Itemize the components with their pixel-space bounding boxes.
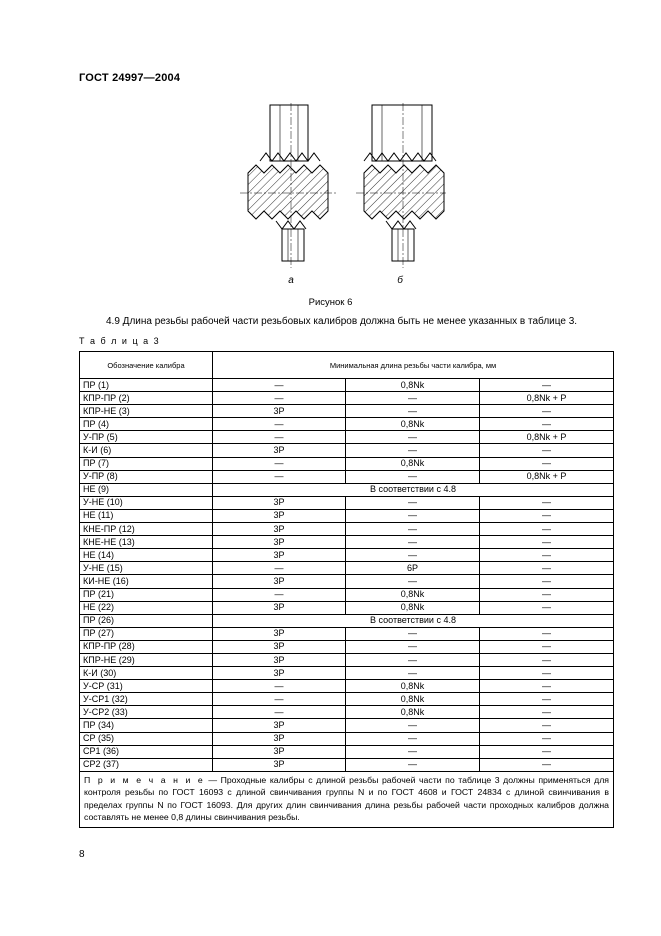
length-value: — bbox=[213, 431, 346, 444]
length-value: — bbox=[346, 444, 480, 457]
gauge-designation: ПР (7) bbox=[80, 457, 213, 470]
gauge-designation: К-И (6) bbox=[80, 444, 213, 457]
table-row bbox=[80, 483, 614, 496]
gauge-designation: У-НЕ (10) bbox=[80, 496, 213, 509]
length-value: 3P bbox=[213, 758, 346, 771]
table-row bbox=[80, 693, 614, 706]
length-value: 0,8Nk bbox=[346, 588, 480, 601]
length-value: — bbox=[346, 496, 480, 509]
length-value: — bbox=[480, 706, 614, 719]
length-value: 0,8Nk + P bbox=[480, 470, 614, 483]
gauge-designation: КНЕ-ПР (12) bbox=[80, 523, 213, 536]
length-value: — bbox=[480, 496, 614, 509]
table-label: Т а б л и ц а 3 bbox=[79, 336, 161, 346]
gauge-designation: СР (35) bbox=[80, 732, 213, 745]
gauge-designation: ПР (1) bbox=[80, 379, 213, 392]
table-row bbox=[80, 392, 614, 405]
length-value: — bbox=[213, 588, 346, 601]
length-value: — bbox=[346, 653, 480, 666]
table-row bbox=[80, 470, 614, 483]
col-header-gauge: Обозначение калибра bbox=[80, 352, 213, 379]
table-row bbox=[80, 680, 614, 693]
length-value: — bbox=[346, 640, 480, 653]
gauge-designation: НЕ (11) bbox=[80, 509, 213, 522]
length-value: — bbox=[346, 536, 480, 549]
length-value: — bbox=[213, 379, 346, 392]
length-value: 3P bbox=[213, 667, 346, 680]
gauge-designation: КНЕ-НЕ (13) bbox=[80, 536, 213, 549]
gauge-designation: НЕ (14) bbox=[80, 549, 213, 562]
gauge-designation: ПР (26) bbox=[80, 614, 213, 627]
length-value: — bbox=[346, 719, 480, 732]
length-value: 3P bbox=[213, 405, 346, 418]
length-value: 3P bbox=[213, 653, 346, 666]
table-row bbox=[80, 653, 614, 666]
table-row bbox=[80, 588, 614, 601]
length-value: — bbox=[346, 575, 480, 588]
gauge-designation: У-СР2 (33) bbox=[80, 706, 213, 719]
gauge-designation: КПР-ПР (2) bbox=[80, 392, 213, 405]
length-value-span: В соответствии с 4.8 bbox=[213, 483, 614, 496]
length-value: — bbox=[213, 470, 346, 483]
length-value: 3P bbox=[213, 640, 346, 653]
length-value: — bbox=[480, 509, 614, 522]
length-value: — bbox=[480, 457, 614, 470]
length-value: — bbox=[480, 667, 614, 680]
length-value: — bbox=[480, 719, 614, 732]
length-value: 0,8Nk bbox=[346, 693, 480, 706]
length-value: 3P bbox=[213, 523, 346, 536]
gauge-designation: ПР (34) bbox=[80, 719, 213, 732]
length-value: — bbox=[346, 627, 480, 640]
length-value: 3P bbox=[213, 549, 346, 562]
table-row bbox=[80, 601, 614, 614]
gauge-designation: СР2 (37) bbox=[80, 758, 213, 771]
length-value: 3P bbox=[213, 719, 346, 732]
table-row bbox=[80, 719, 614, 732]
length-value: — bbox=[480, 640, 614, 653]
length-value: — bbox=[480, 418, 614, 431]
length-value: — bbox=[480, 549, 614, 562]
length-value: — bbox=[346, 509, 480, 522]
table-row bbox=[80, 418, 614, 431]
length-value: 3P bbox=[213, 496, 346, 509]
gauge-designation: У-СР1 (32) bbox=[80, 693, 213, 706]
length-value: — bbox=[480, 379, 614, 392]
figure-a-drawing bbox=[240, 103, 336, 268]
length-value: 0,8Nk + P bbox=[480, 392, 614, 405]
paragraph-4-9: 4.9 Длина резьбы рабочей части резьбовых калибров должна быть не менее указанных в таблице 3. bbox=[106, 316, 578, 327]
gauge-designation: У-СР (31) bbox=[80, 680, 213, 693]
length-value: — bbox=[480, 653, 614, 666]
length-value: — bbox=[480, 745, 614, 758]
length-value: — bbox=[213, 693, 346, 706]
table-row bbox=[80, 614, 614, 627]
table-row bbox=[80, 523, 614, 536]
col-header-min-length: Минимальная длина резьбы части калибра, мм bbox=[213, 352, 614, 379]
note-text: — Проходные калибры с длиной резьбы рабочей части по таблице 3 должны применяться для контроля резьбы по ГОСТ 16093 с длиной свинчивания группы N и по ГОСТ 4608 и ГОСТ 24834 с длиной свинчивания в пределах группы N по ГОСТ 16093. Для других длин свинчивания длина резьбы рабочей части проходных калибров должна составлять не менее 0,8 длины свинчивания резьбы. bbox=[84, 774, 610, 823]
length-value: — bbox=[213, 392, 346, 405]
length-value: — bbox=[480, 627, 614, 640]
table-row bbox=[80, 496, 614, 509]
length-value: — bbox=[480, 680, 614, 693]
gauge-designation: НЕ (22) bbox=[80, 601, 213, 614]
length-value: 3P bbox=[213, 627, 346, 640]
length-value: — bbox=[346, 470, 480, 483]
table-row bbox=[80, 444, 614, 457]
length-value: 3P bbox=[213, 732, 346, 745]
length-value: — bbox=[213, 562, 346, 575]
length-value: — bbox=[346, 392, 480, 405]
length-value: — bbox=[346, 405, 480, 418]
gauge-designation: ПР (27) bbox=[80, 627, 213, 640]
table-row bbox=[80, 732, 614, 745]
document-header: ГОСТ 24997—2004 bbox=[79, 72, 181, 84]
length-value: — bbox=[480, 536, 614, 549]
length-value: 3P bbox=[213, 444, 346, 457]
table-row bbox=[80, 562, 614, 575]
thread-gauge-figure bbox=[236, 103, 446, 293]
gauge-designation: КПР-ПР (28) bbox=[80, 640, 213, 653]
table-row bbox=[80, 758, 614, 771]
gauge-length-table bbox=[79, 351, 614, 828]
length-value: — bbox=[346, 732, 480, 745]
length-value: 3P bbox=[213, 509, 346, 522]
length-value: — bbox=[346, 667, 480, 680]
length-value: 0,8Nk bbox=[346, 706, 480, 719]
length-value: 0,8Nk + P bbox=[480, 431, 614, 444]
length-value: 0,8Nk bbox=[346, 418, 480, 431]
gauge-designation: У-ПР (5) bbox=[80, 431, 213, 444]
table-row bbox=[80, 457, 614, 470]
length-value: — bbox=[480, 444, 614, 457]
gauge-designation: КИ-НЕ (16) bbox=[80, 575, 213, 588]
length-value: — bbox=[480, 588, 614, 601]
length-value: 0,8Nk bbox=[346, 601, 480, 614]
length-value: — bbox=[480, 405, 614, 418]
figure-b-label: б bbox=[397, 275, 403, 286]
length-value: — bbox=[480, 601, 614, 614]
length-value: — bbox=[346, 549, 480, 562]
length-value: 3P bbox=[213, 745, 346, 758]
table-row bbox=[80, 379, 614, 392]
gauge-designation: У-НЕ (15) bbox=[80, 562, 213, 575]
page-number: 8 bbox=[79, 849, 85, 860]
gauge-designation: ПР (21) bbox=[80, 588, 213, 601]
gauge-designation: НЕ (9) bbox=[80, 483, 213, 496]
table-row bbox=[80, 575, 614, 588]
length-value: 0,8Nk bbox=[346, 680, 480, 693]
table-row bbox=[80, 549, 614, 562]
length-value: 0,8Nk bbox=[346, 457, 480, 470]
length-value: 3Р bbox=[213, 601, 346, 614]
gauge-designation: ПР (4) bbox=[80, 418, 213, 431]
length-value: — bbox=[480, 693, 614, 706]
length-value: — bbox=[213, 457, 346, 470]
table-row bbox=[80, 536, 614, 549]
table-row bbox=[80, 431, 614, 444]
figure-a-label: а bbox=[288, 275, 294, 286]
table-row bbox=[80, 405, 614, 418]
gauge-designation: У-ПР (8) bbox=[80, 470, 213, 483]
note-label: П р и м е ч а н и е bbox=[84, 774, 205, 785]
gauge-designation: СР1 (36) bbox=[80, 745, 213, 758]
table-note bbox=[80, 771, 614, 827]
length-value: — bbox=[346, 758, 480, 771]
gauge-designation: КПР-НЕ (29) bbox=[80, 653, 213, 666]
gauge-designation: КПР-НЕ (3) bbox=[80, 405, 213, 418]
length-value: 6P bbox=[346, 562, 480, 575]
gauge-designation: К-И (30) bbox=[80, 667, 213, 680]
table-row bbox=[80, 627, 614, 640]
length-value: — bbox=[480, 523, 614, 536]
length-value: — bbox=[480, 575, 614, 588]
length-value: 3P bbox=[213, 536, 346, 549]
length-value: 3P bbox=[213, 575, 346, 588]
table-row bbox=[80, 745, 614, 758]
length-value: — bbox=[480, 562, 614, 575]
length-value: — bbox=[346, 523, 480, 536]
table-row bbox=[80, 706, 614, 719]
length-value: — bbox=[213, 418, 346, 431]
table-row bbox=[80, 640, 614, 653]
length-value: — bbox=[213, 706, 346, 719]
length-value: — bbox=[346, 431, 480, 444]
figure-caption: Рисунок 6 bbox=[308, 297, 353, 308]
length-value: — bbox=[346, 745, 480, 758]
length-value: — bbox=[213, 680, 346, 693]
table-row bbox=[80, 667, 614, 680]
length-value: — bbox=[480, 732, 614, 745]
table-row bbox=[80, 509, 614, 522]
length-value-span: В соответствии с 4.8 bbox=[213, 614, 614, 627]
length-value: 0,8Nk bbox=[346, 379, 480, 392]
figure-b-drawing bbox=[356, 103, 446, 268]
length-value: — bbox=[480, 758, 614, 771]
